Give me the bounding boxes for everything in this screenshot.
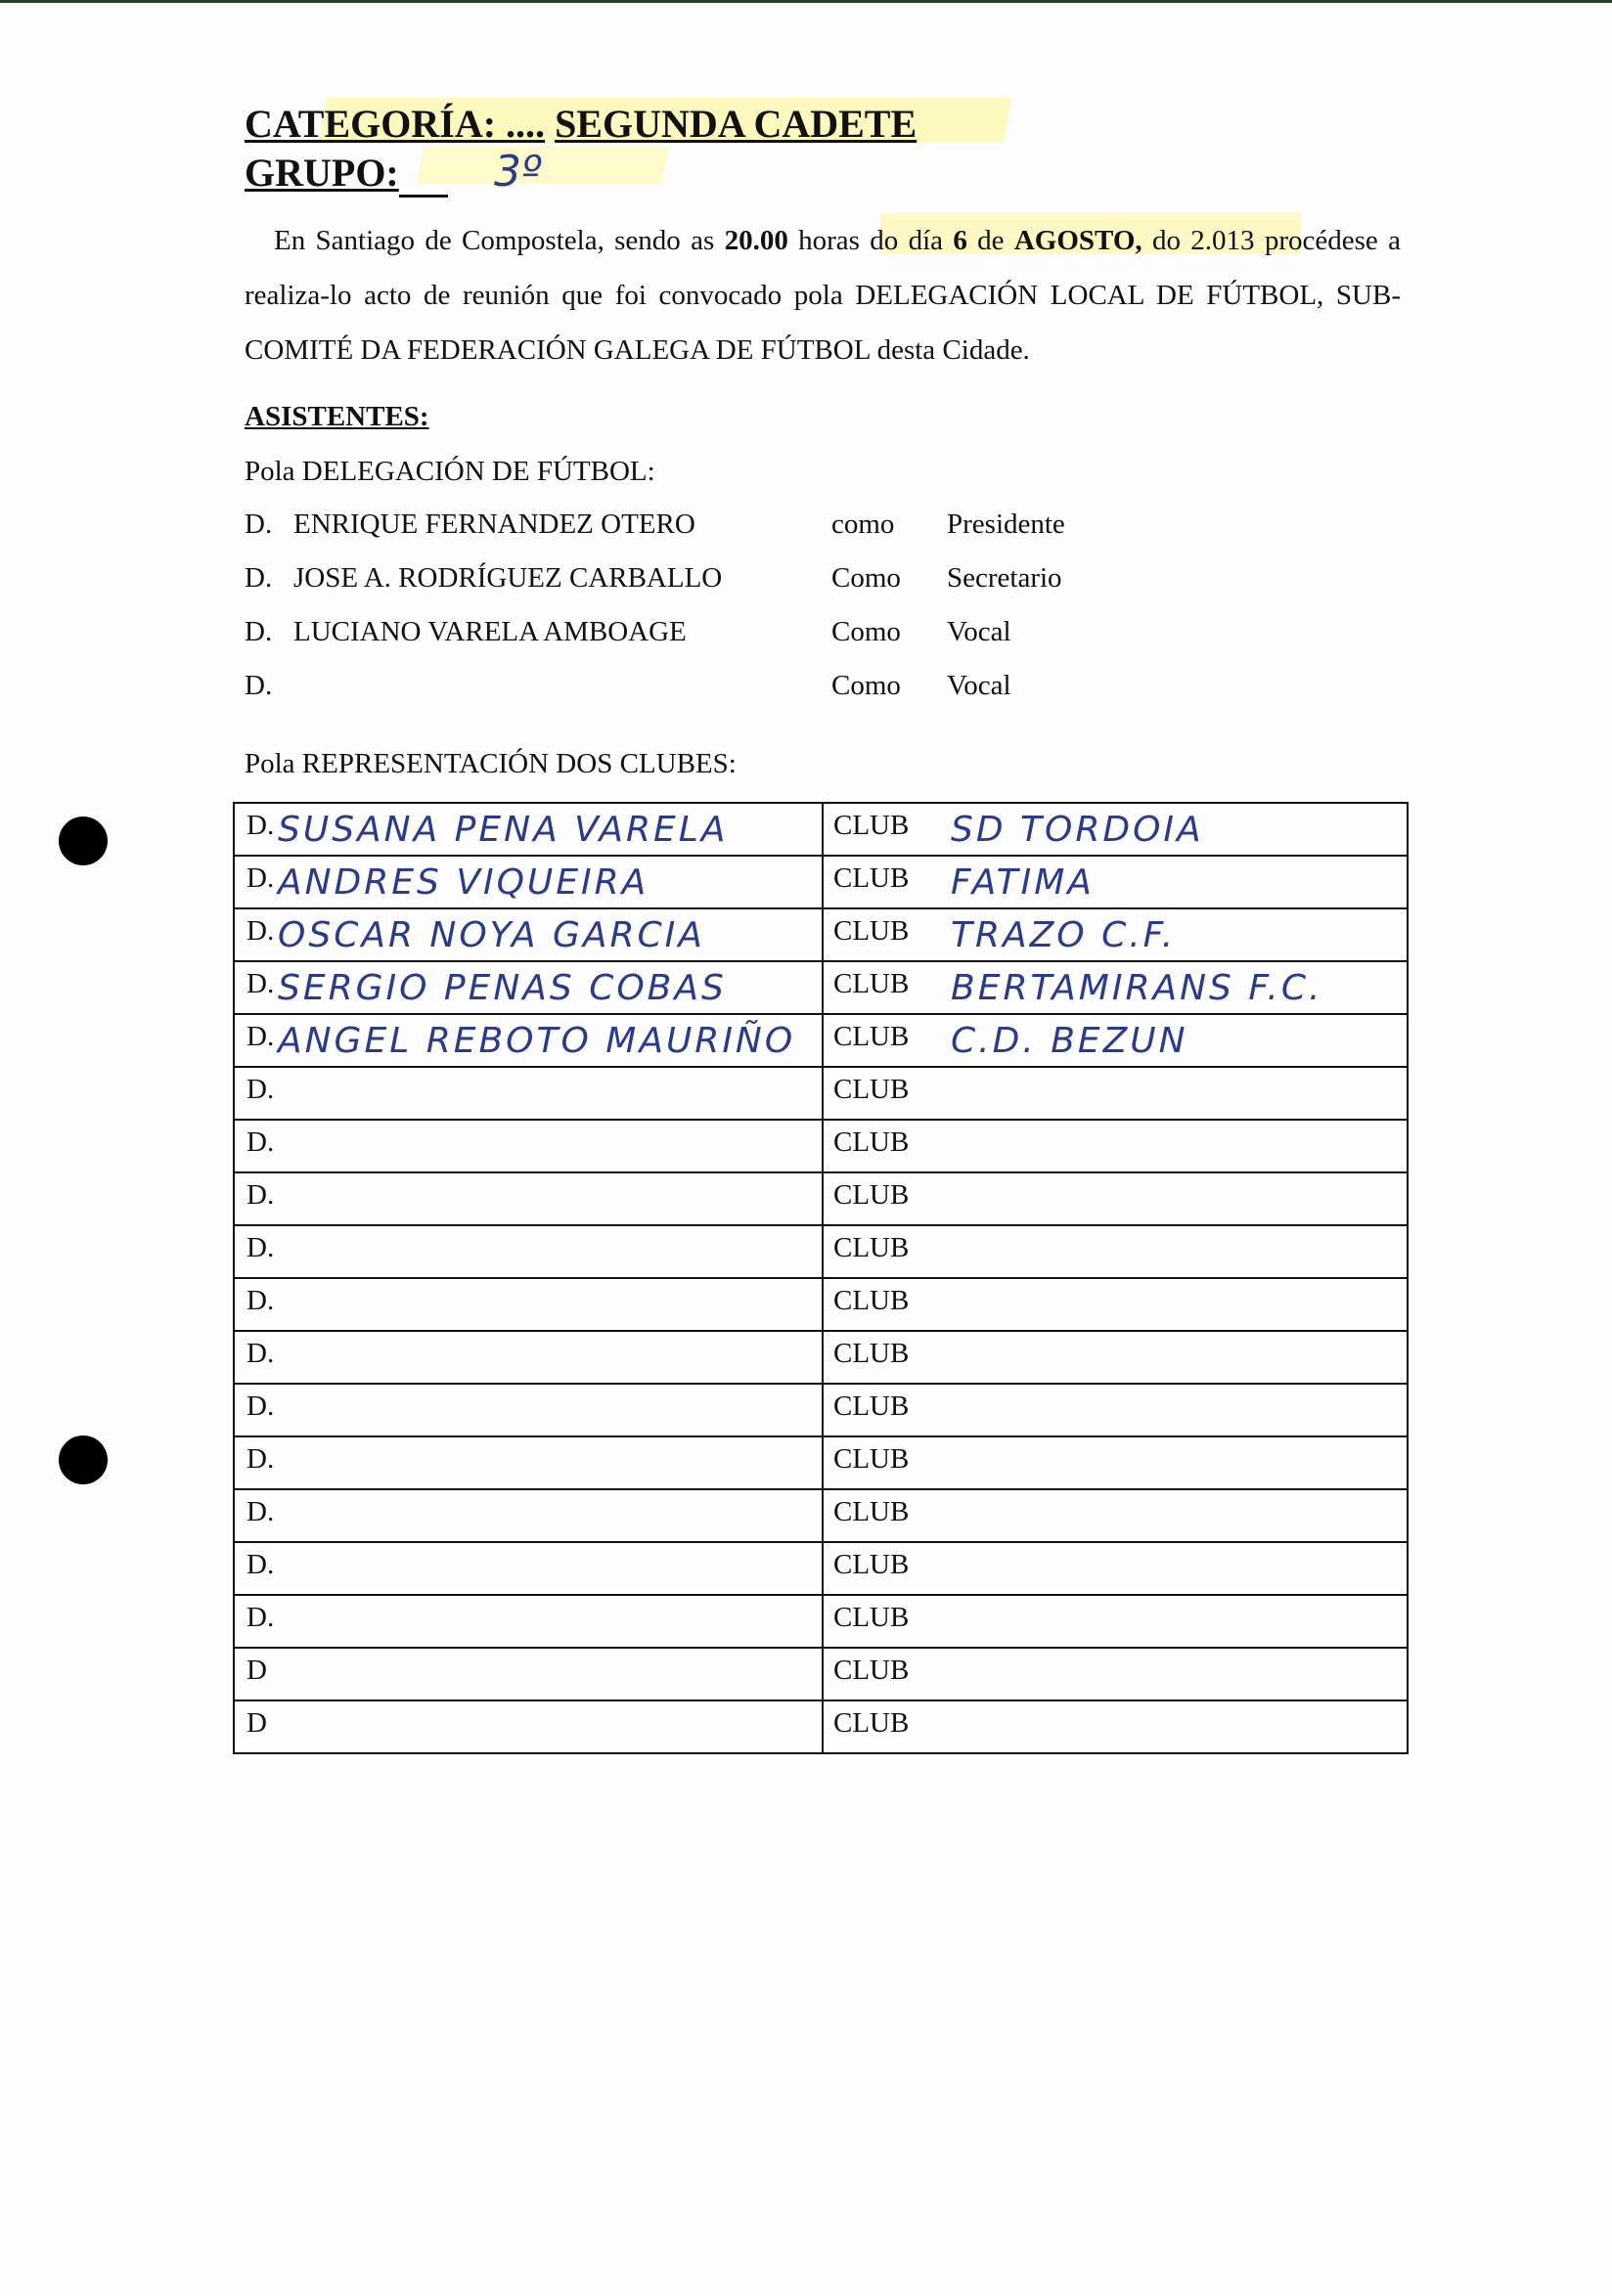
clubs-label: Pola REPRESENTACIÓN DOS CLUBES: bbox=[245, 748, 737, 779]
club-cell bbox=[823, 961, 1408, 1014]
delegacion-label: Pola DELEGACIÓN DE FÚTBOL: bbox=[245, 456, 655, 487]
grupo-label: GRUPO: bbox=[245, 151, 399, 195]
member-row bbox=[245, 562, 1125, 601]
representative-cell bbox=[234, 1331, 823, 1384]
member-como: Como bbox=[831, 562, 901, 594]
representative-cell bbox=[234, 961, 823, 1014]
club-representatives-table bbox=[233, 802, 1409, 1754]
representative-prefix: D. bbox=[246, 1496, 275, 1527]
club-cell bbox=[823, 1331, 1408, 1384]
table-row bbox=[234, 803, 1408, 856]
club-label: CLUB bbox=[833, 1496, 910, 1527]
table-row bbox=[234, 1384, 1408, 1436]
table-row bbox=[234, 1595, 1408, 1648]
representative-prefix: D. bbox=[246, 1074, 275, 1105]
intro-time: 20.00 bbox=[724, 225, 788, 256]
representative-name: ANDRES VIQUEIRA bbox=[278, 862, 649, 903]
representative-prefix: D. bbox=[246, 862, 275, 894]
representative-cell bbox=[234, 1120, 823, 1172]
representative-prefix: D. bbox=[246, 1391, 275, 1422]
table-row bbox=[234, 1436, 1408, 1489]
intro-month: AGOSTO, bbox=[1013, 225, 1142, 256]
club-label: CLUB bbox=[833, 1285, 910, 1316]
representative-name: SUSANA PENA VARELA bbox=[278, 810, 729, 850]
club-label: CLUB bbox=[833, 1021, 910, 1052]
punch-hole bbox=[59, 817, 108, 865]
club-cell bbox=[823, 1120, 1408, 1172]
club-cell bbox=[823, 1278, 1408, 1331]
club-cell bbox=[823, 1225, 1408, 1278]
representative-prefix: D. bbox=[246, 1443, 275, 1475]
representative-name: SERGIO PENAS COBAS bbox=[278, 968, 727, 1008]
club-label: CLUB bbox=[833, 1707, 910, 1739]
representative-cell bbox=[234, 803, 823, 856]
member-name: LUCIANO VARELA AMBOAGE bbox=[293, 616, 687, 647]
member-como: como bbox=[831, 508, 895, 540]
representative-cell bbox=[234, 1014, 823, 1067]
club-label: CLUB bbox=[833, 810, 910, 841]
representative-prefix: D. bbox=[246, 1549, 275, 1580]
table-row bbox=[234, 856, 1408, 908]
club-label: CLUB bbox=[833, 1126, 910, 1158]
club-name: SD TORDOIA bbox=[951, 810, 1204, 850]
club-cell bbox=[823, 1542, 1408, 1595]
member-role: Presidente bbox=[947, 508, 1065, 540]
representative-cell bbox=[234, 1067, 823, 1120]
member-como: Como bbox=[831, 670, 901, 701]
table-row bbox=[234, 1489, 1408, 1542]
intro-text: do 2.013 procédese a realiza-lo acto de reunión que foi convocado pola DELEGACIÓN LOCAL DE FÚTBOL, SUB-COMITÉ DA FEDERACIÓN GALEGA DE FÚTBOL desta Cidade. bbox=[245, 225, 1401, 366]
grupo-handwritten-value: 3º bbox=[494, 147, 542, 197]
table-row bbox=[234, 1120, 1408, 1172]
representative-prefix: D. bbox=[246, 1021, 275, 1052]
representative-cell bbox=[234, 1384, 823, 1436]
representative-prefix: D. bbox=[246, 1126, 275, 1158]
table-row bbox=[234, 908, 1408, 961]
representative-prefix: D bbox=[246, 1655, 267, 1686]
member-role: Secretario bbox=[947, 562, 1062, 594]
club-cell bbox=[823, 1384, 1408, 1436]
intro-text: En Santiago de Compostela, sendo as bbox=[274, 225, 725, 256]
representative-cell bbox=[234, 1278, 823, 1331]
table-row bbox=[234, 1014, 1408, 1067]
club-cell bbox=[823, 856, 1408, 908]
representative-prefix: D. bbox=[246, 968, 275, 999]
club-name: TRAZO C.F. bbox=[951, 915, 1177, 955]
representative-prefix: D. bbox=[246, 1179, 275, 1211]
grupo-line bbox=[245, 149, 917, 198]
title-block bbox=[245, 100, 917, 198]
table-row bbox=[234, 1067, 1408, 1120]
representative-cell bbox=[234, 1436, 823, 1489]
categoria-label: CATEGORÍA: .... bbox=[245, 102, 546, 146]
club-cell bbox=[823, 908, 1408, 961]
club-name: C.D. BEZUN bbox=[951, 1021, 1188, 1061]
member-row bbox=[245, 670, 1125, 709]
member-prefix: D. bbox=[245, 670, 273, 701]
member-prefix: D. bbox=[245, 616, 273, 647]
table-row bbox=[234, 1542, 1408, 1595]
grupo-blank-line bbox=[399, 161, 448, 198]
club-name: FATIMA bbox=[951, 862, 1095, 903]
representative-cell bbox=[234, 1225, 823, 1278]
club-label: CLUB bbox=[833, 1338, 910, 1369]
punch-hole bbox=[59, 1435, 108, 1484]
representative-prefix: D. bbox=[246, 1338, 275, 1369]
club-cell bbox=[823, 1436, 1408, 1489]
representative-prefix: D bbox=[246, 1707, 267, 1739]
representative-cell bbox=[234, 1700, 823, 1753]
table-row bbox=[234, 961, 1408, 1014]
representative-prefix: D. bbox=[246, 1602, 275, 1633]
club-cell bbox=[823, 1489, 1408, 1542]
member-row bbox=[245, 508, 1125, 548]
table-row bbox=[234, 1331, 1408, 1384]
intro-text: de bbox=[966, 225, 1014, 256]
representative-prefix: D. bbox=[246, 915, 275, 947]
club-label: CLUB bbox=[833, 915, 910, 947]
club-label: CLUB bbox=[833, 1602, 910, 1633]
representative-prefix: D. bbox=[246, 1232, 275, 1263]
intro-text: horas do día bbox=[787, 225, 954, 256]
representative-name: OSCAR NOYA GARCIA bbox=[278, 915, 705, 955]
representative-name: ANGEL REBOTO MAURIÑO bbox=[278, 1021, 796, 1061]
categoria-line bbox=[245, 100, 917, 149]
club-name: BERTAMIRANS F.C. bbox=[951, 968, 1323, 1008]
club-label: CLUB bbox=[833, 1549, 910, 1580]
member-prefix: D. bbox=[245, 562, 273, 594]
club-label: CLUB bbox=[833, 968, 910, 999]
table-row bbox=[234, 1278, 1408, 1331]
club-label: CLUB bbox=[833, 1443, 910, 1475]
representative-prefix: D. bbox=[246, 1285, 275, 1316]
representative-cell bbox=[234, 1595, 823, 1648]
club-label: CLUB bbox=[833, 1179, 910, 1211]
representative-cell bbox=[234, 908, 823, 961]
club-cell bbox=[823, 1648, 1408, 1700]
club-label: CLUB bbox=[833, 1074, 910, 1105]
categoria-value: SEGUNDA CADETE bbox=[555, 102, 918, 146]
club-cell bbox=[823, 1067, 1408, 1120]
club-cell bbox=[823, 1700, 1408, 1753]
representative-cell bbox=[234, 1542, 823, 1595]
member-name: ENRIQUE FERNANDEZ OTERO bbox=[293, 508, 695, 540]
intro-day: 6 bbox=[953, 225, 967, 256]
club-label: CLUB bbox=[833, 1655, 910, 1686]
club-label: CLUB bbox=[833, 1391, 910, 1422]
representative-prefix: D. bbox=[246, 810, 275, 841]
member-role: Vocal bbox=[947, 616, 1011, 647]
club-cell bbox=[823, 1595, 1408, 1648]
club-cell bbox=[823, 1172, 1408, 1225]
representative-cell bbox=[234, 856, 823, 908]
table-row bbox=[234, 1225, 1408, 1278]
representative-cell bbox=[234, 1648, 823, 1700]
member-como: Como bbox=[831, 616, 901, 647]
member-role: Vocal bbox=[947, 670, 1011, 701]
club-cell bbox=[823, 803, 1408, 856]
member-row bbox=[245, 616, 1125, 655]
club-label: CLUB bbox=[833, 862, 910, 894]
club-label: CLUB bbox=[833, 1232, 910, 1263]
table-row bbox=[234, 1172, 1408, 1225]
representative-cell bbox=[234, 1172, 823, 1225]
table-row bbox=[234, 1648, 1408, 1700]
scan-edge bbox=[0, 0, 1612, 3]
club-cell bbox=[823, 1014, 1408, 1067]
member-prefix: D. bbox=[245, 508, 273, 540]
asistentes-title: ASISTENTES: bbox=[245, 401, 429, 432]
member-name: JOSE A. RODRÍGUEZ CARBALLO bbox=[293, 562, 723, 594]
table-row bbox=[234, 1700, 1408, 1753]
representative-cell bbox=[234, 1489, 823, 1542]
intro-paragraph bbox=[245, 213, 1401, 377]
